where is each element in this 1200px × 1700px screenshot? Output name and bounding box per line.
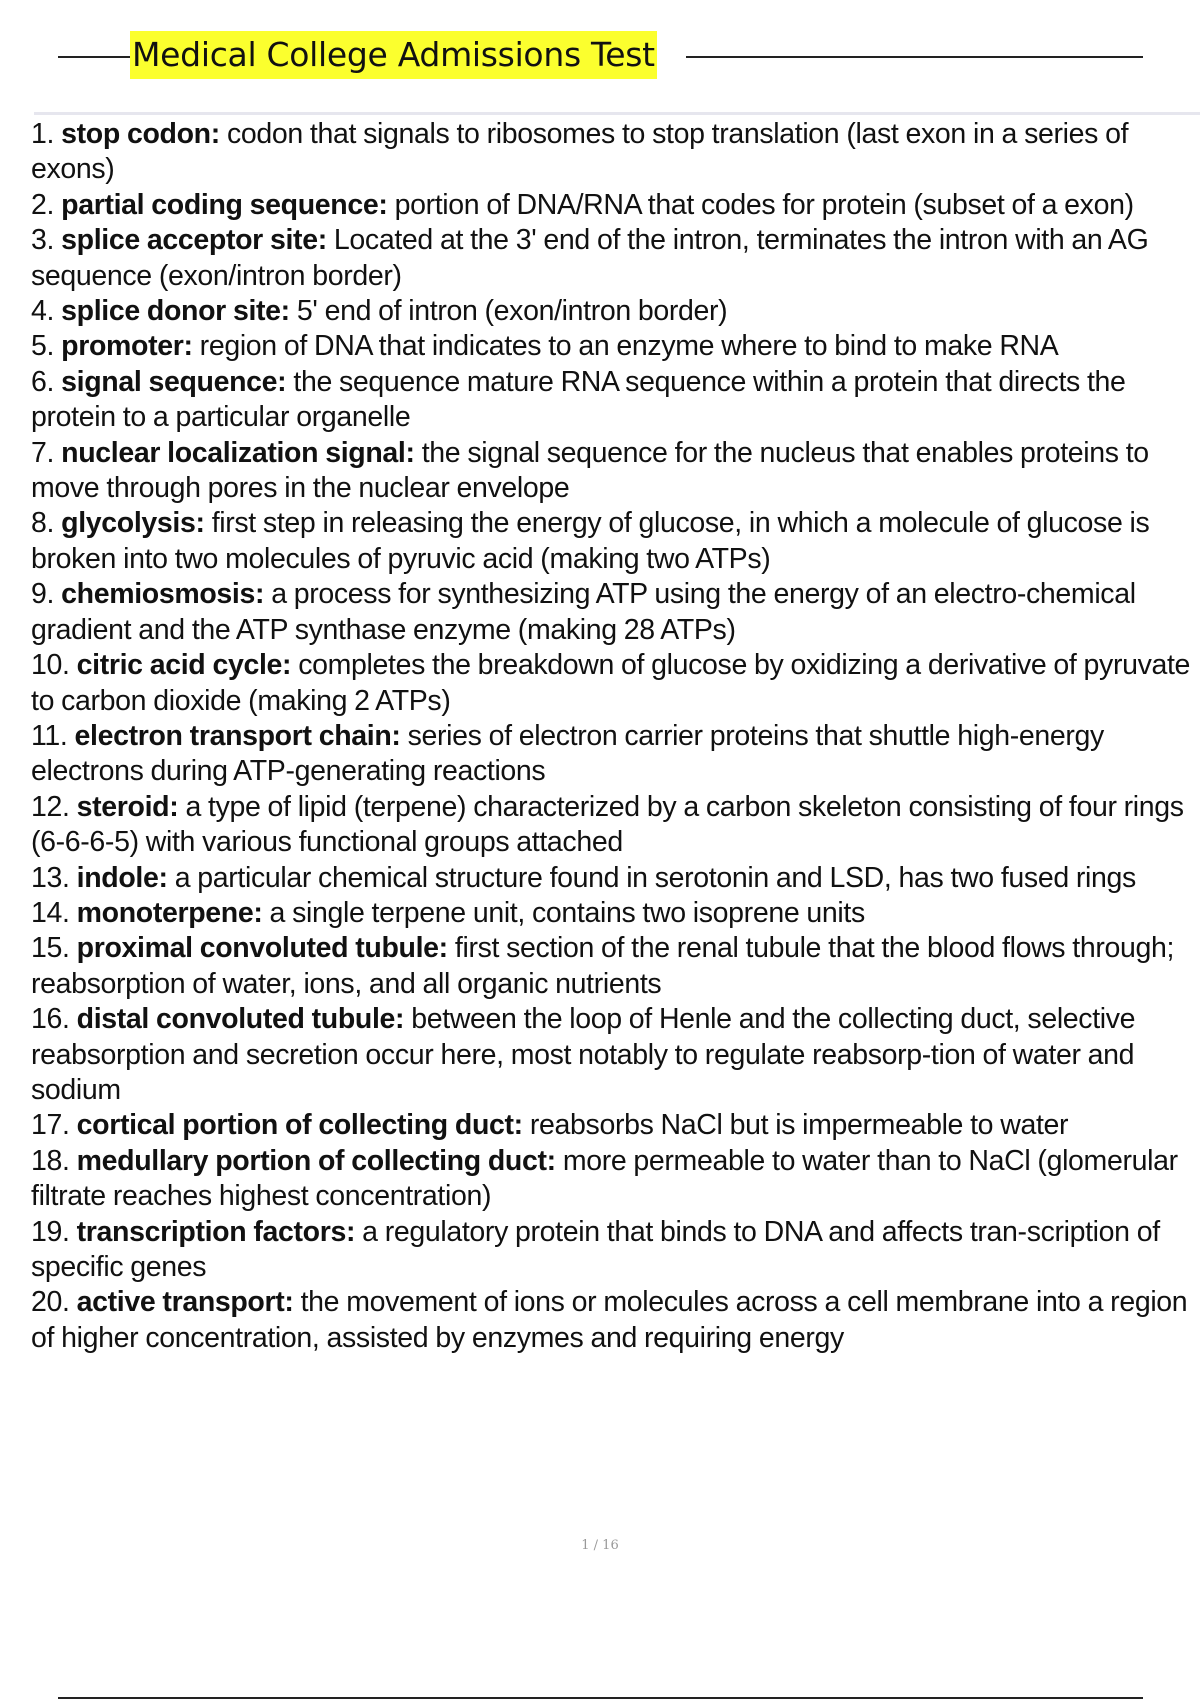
entry-term: glycolysis: (61, 507, 205, 540)
entry-number: 16. (31, 1003, 70, 1036)
entry-term: cortical portion of collecting duct: (76, 1109, 523, 1142)
entry-term: citric acid cycle: (76, 649, 292, 682)
glossary-entry (31, 861, 1200, 896)
header-divider (34, 112, 1200, 115)
entry-term: steroid: (76, 790, 179, 823)
glossary-entry (31, 329, 1200, 364)
entry-definition: the signal sequence for the nucleus that enables proteins to move through pores in the nuclear envelope (31, 436, 1149, 505)
entry-number: 7. (31, 436, 55, 469)
header-rule-right (686, 56, 1143, 58)
glossary-entry (31, 223, 1200, 294)
entry-definition: first step in releasing the energy of glucose, in which a molecule of glucose is broken into two molecules of pyruvic acid (making two ATPs) (31, 507, 1150, 575)
entry-definition: completes the breakdown of glucose by oxidizing a derivative of pyruvate to carbon dioxide (making 2 ATPs) (31, 649, 1191, 717)
glossary-entry (31, 436, 1200, 507)
entry-definition: region of DNA that indicates to an enzyme where to bind to make RNA (199, 330, 1059, 363)
entry-term: proximal convoluted tubule: (76, 932, 448, 965)
entry-term: promoter: (61, 330, 193, 363)
entry-term: distal convoluted tubule: (76, 1003, 405, 1036)
glossary-entry (31, 790, 1200, 861)
entry-definition: a particular chemical structure found in serotonin and LSD, has two fused rings (174, 861, 1136, 894)
entry-number: 1. (31, 118, 55, 150)
glossary-entry (31, 648, 1200, 719)
glossary-entry (31, 1285, 1200, 1356)
entry-definition: a single terpene unit, contains two isoprene units (269, 896, 865, 929)
entry-number: 15. (31, 932, 70, 965)
entry-number: 12. (31, 790, 70, 823)
entry-definition: reabsorbs NaCl but is impermeable to water (529, 1109, 1069, 1142)
entry-definition: 5' end of intron (exon/intron border) (296, 295, 728, 328)
entry-definition: more permeable to water than to NaCl (glomerular filtrate reaches highest concentration) (31, 1144, 1178, 1213)
entry-definition: first section of the renal tubule that the blood flows through; reabsorption of water, ions, and all organic nutrients (31, 932, 1175, 1000)
glossary-entry (31, 1002, 1200, 1108)
entry-number: 11. (31, 719, 68, 752)
entry-term: transcription factors: (76, 1215, 356, 1248)
entry-number: 13. (31, 861, 70, 894)
entry-term: indole: (76, 861, 168, 894)
entry-number: 14. (31, 896, 70, 929)
entry-term: active transport: (76, 1286, 294, 1319)
glossary-entry (31, 188, 1200, 223)
entry-number: 20. (31, 1286, 70, 1319)
entry-term: chemiosmosis: (61, 578, 265, 611)
entry-term: signal sequence: (61, 365, 287, 398)
entry-definition: the movement of ions or molecules across a cell membrane into a region of higher concentration, assisted by enzymes and requiring energy (31, 1286, 1188, 1354)
entry-number: 3. (31, 224, 55, 257)
footer-rule (58, 1697, 1143, 1699)
entry-number: 9. (31, 578, 55, 611)
header-rule-left (58, 56, 130, 58)
entry-definition: the sequence mature RNA sequence within a protein that directs the protein to a particular organelle (31, 365, 1126, 434)
entry-term: partial coding sequence: (61, 188, 388, 221)
entry-term: stop codon: (61, 118, 220, 150)
entry-definition: Located at the 3' end of the intron, terminates the intron with an AG sequence (exon/intron border) (31, 224, 1149, 292)
glossary-entry (31, 577, 1200, 648)
entry-definition: series of electron carrier proteins that shuttle high-energy electrons during ATP-generating reactions (31, 719, 1104, 788)
entry-term: nuclear localization signal: (61, 436, 415, 469)
entry-term: splice acceptor site: (61, 224, 327, 257)
document-header (58, 28, 1143, 82)
glossary-entry (31, 1215, 1200, 1286)
glossary-entry (31, 117, 1200, 188)
glossary-list (31, 117, 1200, 1356)
entry-number: 4. (31, 295, 55, 328)
entry-definition: a process for synthesizing ATP using the energy of an electro-chemical gradient and the ATP synthase enzyme (making 28 ATPs) (31, 578, 1136, 646)
glossary-entry (31, 506, 1200, 577)
entry-term: splice donor site: (61, 295, 290, 328)
entry-number: 2. (31, 188, 55, 221)
entry-number: 8. (31, 507, 55, 540)
entry-number: 10. (31, 649, 70, 682)
entry-definition: a type of lipid (terpene) characterized by a carbon skeleton consisting of four rings (6-6-6-5) with various functional groups attached (31, 790, 1184, 859)
glossary-entry (31, 365, 1200, 436)
entry-definition: a regulatory protein that binds to DNA and affects tran-scription of specific genes (31, 1215, 1160, 1283)
glossary-entry (31, 294, 1200, 329)
entry-definition: between the loop of Henle and the collecting duct, selective reabsorption and secretion occur here, most notably to regulate reabsorp-tion of water and sodium (31, 1003, 1136, 1106)
entry-definition: portion of DNA/RNA that codes for protein (subset of a exon) (394, 188, 1134, 221)
entry-number: 5. (31, 330, 55, 363)
page-number: 1 / 16 (581, 1538, 619, 1553)
entry-term: medullary portion of collecting duct: (76, 1144, 556, 1177)
entry-number: 17. (31, 1109, 70, 1142)
glossary-entry (31, 896, 1200, 931)
entry-number: 18. (31, 1144, 70, 1177)
glossary-entry (31, 1108, 1200, 1143)
glossary-entry (31, 1144, 1200, 1215)
entry-term: electron transport chain: (74, 719, 401, 752)
entry-number: 6. (31, 365, 55, 398)
glossary-entry (31, 719, 1200, 790)
glossary-entry (31, 931, 1200, 1002)
entry-number: 19. (31, 1215, 70, 1248)
entry-term: monoterpene: (76, 896, 263, 929)
entry-definition: codon that signals to ribosomes to stop translation (last exon in a series of exons) (31, 118, 1129, 186)
document-title: Medical College Admissions Test (130, 31, 657, 79)
